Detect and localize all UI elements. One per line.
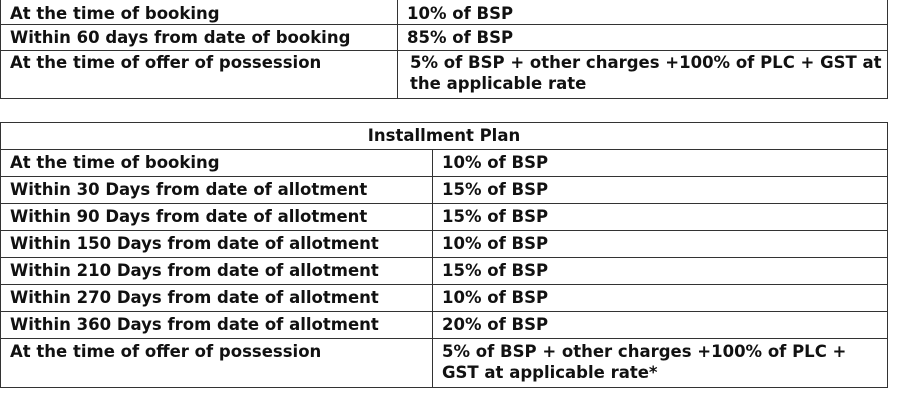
stage-cell: Within 270 Days from date of allotment [1, 285, 433, 312]
stage-cell: Within 360 Days from date of allotment [1, 312, 433, 339]
table-row [1, 204, 888, 231]
table-row [1, 25, 888, 51]
payment-cell: 5% of BSP + other charges +100% of PLC + GST at the applicable rate [398, 51, 888, 99]
payment-plan-table [0, 0, 888, 99]
stage-cell: Within 30 Days from date of allotment [1, 177, 433, 204]
table-header-row [1, 123, 888, 150]
payment-cell: 5% of BSP + other charges +100% of PLC + GST at applicable rate* [433, 339, 888, 388]
table-row [1, 258, 888, 285]
table-title: Installment Plan [1, 123, 888, 150]
stage-cell: At the time of offer of possession [1, 339, 433, 388]
payment-cell: 15% of BSP [433, 258, 888, 285]
stage-cell: At the time of offer of possession [1, 51, 398, 99]
table-row [1, 177, 888, 204]
payment-cell: 10% of BSP [433, 285, 888, 312]
table-row [1, 285, 888, 312]
stage-cell: Within 90 Days from date of allotment [1, 204, 433, 231]
payment-cell: 85% of BSP [398, 25, 888, 51]
table-row [1, 51, 888, 99]
payment-cell: 10% of BSP [433, 150, 888, 177]
stage-cell: At the time of booking [1, 150, 433, 177]
table-row [1, 150, 888, 177]
stage-cell: Within 150 Days from date of allotment [1, 231, 433, 258]
table-row [1, 339, 888, 388]
table-row [1, 0, 888, 25]
table-row [1, 312, 888, 339]
installment-plan-table [0, 122, 888, 388]
payment-cell: 15% of BSP [433, 204, 888, 231]
stage-cell: Within 210 Days from date of allotment [1, 258, 433, 285]
table-row [1, 231, 888, 258]
payment-cell: 10% of BSP [398, 0, 888, 25]
stage-cell: Within 60 days from date of booking [1, 25, 398, 51]
payment-cell: 20% of BSP [433, 312, 888, 339]
payment-cell: 15% of BSP [433, 177, 888, 204]
payment-cell: 10% of BSP [433, 231, 888, 258]
stage-cell: At the time of booking [1, 0, 398, 25]
